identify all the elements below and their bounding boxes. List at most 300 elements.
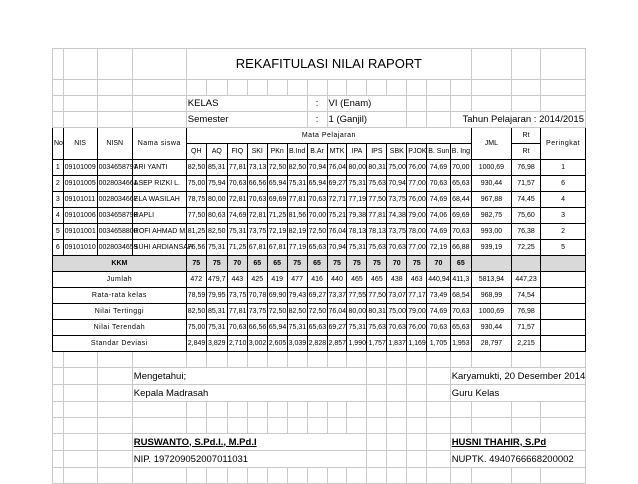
header-mata-pelajaran: Mata Pelajaran	[186, 128, 471, 144]
kkm-value: 75	[287, 256, 307, 272]
student-rt: 75,60	[511, 208, 540, 224]
subject-header: MTK	[327, 144, 347, 160]
empty-cell	[63, 80, 97, 96]
student-score: 73,75	[247, 224, 267, 240]
stat-value: 472	[186, 272, 206, 288]
header-nama: Nama siswa	[132, 128, 186, 160]
empty-cell	[307, 418, 327, 434]
empty-cell	[427, 434, 450, 451]
empty-cell	[247, 402, 267, 418]
empty-cell	[267, 418, 287, 434]
empty-cell	[367, 80, 387, 96]
empty-cell	[186, 80, 206, 96]
student-score: 77,00	[407, 240, 427, 256]
empty-cell	[132, 49, 186, 80]
empty-cell	[97, 402, 132, 418]
student-no: 4	[53, 208, 64, 224]
empty-cell	[186, 402, 206, 418]
empty-cell	[511, 468, 540, 484]
empty-cell	[367, 352, 387, 368]
kkm-value: 70	[387, 256, 407, 272]
empty-cell	[541, 402, 586, 418]
student-score: 78,75	[186, 192, 206, 208]
stat-value: 65,94	[267, 320, 287, 336]
student-score: 77,50	[367, 192, 387, 208]
student-no: 3	[53, 192, 64, 208]
empty-cell	[407, 451, 427, 468]
student-score: 65,94	[267, 176, 287, 192]
student-score: 75,31	[287, 176, 307, 192]
subject-header: B. Ing	[450, 144, 471, 160]
student-row	[53, 240, 586, 256]
stat-empty	[541, 320, 586, 336]
student-score: 82,19	[287, 224, 307, 240]
stat-value: 75,63	[367, 320, 387, 336]
empty-cell	[247, 418, 267, 434]
empty-cell	[407, 402, 427, 418]
student-jml: 939,19	[471, 240, 511, 256]
stat-value: 77,17	[407, 288, 427, 304]
stat-empty	[541, 304, 586, 320]
empty-cell	[327, 418, 347, 434]
student-rank: 2	[541, 224, 586, 240]
kelas-colon: :	[307, 96, 327, 112]
student-name: RAPLI	[132, 208, 186, 224]
stat-value: 75,00	[186, 320, 206, 336]
student-score: 77,19	[287, 240, 307, 256]
stat-value: 77,55	[347, 288, 367, 304]
stat-rt: 71,57	[511, 320, 540, 336]
kkm-value: 65	[247, 256, 267, 272]
stat-value: 79,00	[407, 304, 427, 320]
stat-jml: 968,99	[471, 288, 511, 304]
kkm-value: 70	[427, 256, 450, 272]
empty-cell	[97, 418, 132, 434]
empty-cell	[97, 80, 132, 96]
stat-value: 75,31	[347, 320, 367, 336]
stat-value: 82,50	[186, 304, 206, 320]
student-jml: 967,88	[471, 192, 511, 208]
empty-cell	[407, 418, 427, 434]
stat-value: 419	[267, 272, 287, 288]
subject-header: B.Ar	[307, 144, 327, 160]
student-score: 80,00	[347, 160, 367, 176]
empty-cell	[206, 80, 227, 96]
stat-label: Jumlah	[53, 272, 187, 288]
guru-nuptk: NUPTK. 4940766668200002	[450, 451, 585, 468]
stat-empty	[541, 336, 586, 352]
student-nisn: 0034658800	[97, 224, 132, 240]
empty-cell	[97, 49, 132, 80]
empty-cell	[367, 434, 387, 451]
stat-value: 465	[367, 272, 387, 288]
student-rank: 4	[541, 192, 586, 208]
stat-value: 416	[307, 272, 327, 288]
empty-cell	[186, 418, 206, 434]
empty-cell	[227, 80, 247, 96]
student-score: 75,00	[387, 160, 407, 176]
student-score: 76,04	[327, 160, 347, 176]
empty-cell	[541, 352, 586, 368]
empty-cell	[367, 468, 387, 484]
stat-value: 465	[347, 272, 367, 288]
empty-cell	[97, 451, 132, 468]
recap-table	[52, 48, 586, 484]
stat-value: 73,75	[227, 288, 247, 304]
empty-cell	[247, 352, 267, 368]
empty-cell	[227, 352, 247, 368]
stat-label: Rata-rata kelas	[53, 288, 187, 304]
stat-value: 77,81	[227, 304, 247, 320]
semester-label: Semester	[186, 112, 307, 128]
empty-cell	[387, 352, 407, 368]
empty-cell	[97, 468, 132, 484]
stat-label: Nilai Tertinggi	[53, 304, 187, 320]
student-score: 72,19	[427, 240, 450, 256]
empty-cell	[541, 80, 586, 96]
stat-value: 79,43	[287, 288, 307, 304]
student-name: ARI YANTI	[132, 160, 186, 176]
stat-label: Standar Deviasi	[53, 336, 187, 352]
empty-cell	[427, 80, 450, 96]
empty-cell	[53, 418, 64, 434]
student-rank: 5	[541, 240, 586, 256]
stat-value: 2,857	[327, 336, 347, 352]
empty-cell	[387, 368, 407, 385]
stat-value: 72,50	[307, 304, 327, 320]
student-rank: 6	[541, 176, 586, 192]
empty-cell	[427, 468, 450, 484]
kepala-nip: NIP. 197209052007011031	[132, 451, 367, 468]
student-score: 75,94	[206, 176, 227, 192]
stat-value: 70,63	[227, 320, 247, 336]
student-row	[53, 224, 586, 240]
stat-value: 73,07	[387, 288, 407, 304]
empty-cell	[132, 112, 186, 128]
empty-cell	[471, 402, 511, 418]
subject-header: AQ	[206, 144, 227, 160]
empty-cell	[387, 468, 407, 484]
empty-cell	[427, 402, 450, 418]
stat-rt: 447,23	[511, 272, 540, 288]
kkm-value: 75	[327, 256, 347, 272]
empty-cell	[327, 80, 347, 96]
empty-cell	[206, 418, 227, 434]
stat-jml: 930,44	[471, 320, 511, 336]
empty-cell	[53, 402, 64, 418]
stat-value: 438	[387, 272, 407, 288]
stat-value: 1,705	[427, 336, 450, 352]
empty-cell	[97, 434, 132, 451]
student-score: 72,50	[267, 160, 287, 176]
stat-value: 70,63	[427, 320, 450, 336]
student-score: 82,50	[186, 160, 206, 176]
empty-cell	[227, 468, 247, 484]
empty-cell	[247, 80, 267, 96]
student-score: 77,19	[347, 192, 367, 208]
kkm-value: 70	[227, 256, 247, 272]
student-score: 81,25	[186, 224, 206, 240]
student-nisn: 0034658797	[97, 160, 132, 176]
stat-value: 3,039	[287, 336, 307, 352]
empty-cell	[63, 418, 97, 434]
student-name: ELA WASILAH	[132, 192, 186, 208]
stat-jml: 5813,94	[471, 272, 511, 288]
student-score: 70,63	[427, 176, 450, 192]
kkm-empty	[541, 256, 586, 272]
stat-value: 85,31	[206, 304, 227, 320]
stat-value: 69,27	[327, 320, 347, 336]
subject-header: PKn	[267, 144, 287, 160]
guru-kelas-label: Guru Kelas	[450, 385, 585, 402]
student-score: 74,69	[427, 224, 450, 240]
stat-row	[53, 336, 586, 352]
stat-empty	[541, 272, 586, 288]
stat-value: 75,31	[206, 320, 227, 336]
empty-cell	[132, 352, 186, 368]
stat-value: 73,75	[247, 304, 267, 320]
student-score: 75,63	[367, 240, 387, 256]
stat-value: 82,50	[287, 304, 307, 320]
stat-value: 3,002	[247, 336, 267, 352]
student-score: 78,13	[367, 224, 387, 240]
student-nis: 09101005	[63, 176, 97, 192]
empty-cell	[206, 468, 227, 484]
empty-cell	[471, 418, 511, 434]
stat-value: 68,54	[450, 288, 471, 304]
student-no: 5	[53, 224, 64, 240]
student-rank: 1	[541, 160, 586, 176]
mengetahui-label: Mengetahui;	[132, 368, 367, 385]
empty-cell	[387, 451, 407, 468]
empty-cell	[267, 352, 287, 368]
student-no: 2	[53, 176, 64, 192]
empty-cell	[427, 352, 450, 368]
empty-cell	[427, 418, 450, 434]
empty-cell	[541, 418, 586, 434]
student-rank: 3	[541, 208, 586, 224]
empty-cell	[407, 112, 427, 128]
kkm-value: 75	[186, 256, 206, 272]
empty-cell	[327, 402, 347, 418]
student-nisn: 0028034661	[97, 176, 132, 192]
student-score: 78,13	[347, 224, 367, 240]
student-score: 70,00	[450, 160, 471, 176]
kkm-value: 65	[267, 256, 287, 272]
empty-cell	[287, 352, 307, 368]
empty-cell	[53, 385, 64, 402]
student-score: 75,63	[367, 176, 387, 192]
subject-header: QH	[186, 144, 206, 160]
empty-cell	[287, 402, 307, 418]
kkm-empty	[471, 256, 511, 272]
kkm-value: 65	[450, 256, 471, 272]
student-nis: 09101006	[63, 208, 97, 224]
header-peringkat: Peringkat	[541, 128, 586, 160]
empty-cell	[307, 352, 327, 368]
stat-value: 79,95	[206, 288, 227, 304]
empty-cell	[63, 468, 97, 484]
empty-cell	[132, 96, 186, 112]
empty-cell	[347, 402, 367, 418]
student-score: 74,69	[227, 208, 247, 224]
stat-value: 74,69	[427, 304, 450, 320]
stat-row	[53, 304, 586, 320]
stat-value: 477	[287, 272, 307, 288]
stat-value: 66,56	[247, 320, 267, 336]
subject-header: SBK	[387, 144, 407, 160]
kkm-value: 65	[307, 256, 327, 272]
empty-cell	[132, 468, 186, 484]
student-score: 71,25	[227, 240, 247, 256]
place-date: Karyamukti, 20 Desember 2014	[450, 368, 585, 385]
empty-cell	[132, 418, 186, 434]
empty-cell	[97, 112, 132, 128]
stat-value: 76,04	[327, 304, 347, 320]
kelas-value: VI (Enam)	[327, 96, 407, 112]
subject-header: IPA	[347, 144, 367, 160]
empty-cell	[307, 402, 327, 418]
empty-cell	[287, 80, 307, 96]
stat-empty	[541, 288, 586, 304]
student-no: 1	[53, 160, 64, 176]
student-score: 74,69	[427, 160, 450, 176]
student-rt: 74,45	[511, 192, 540, 208]
student-score: 79,38	[347, 208, 367, 224]
student-score: 67,81	[267, 240, 287, 256]
student-score: 74,06	[427, 208, 450, 224]
stat-value: 463	[407, 272, 427, 288]
stat-row	[53, 288, 586, 304]
student-score: 77,81	[367, 208, 387, 224]
student-nisn: 0028034659	[97, 240, 132, 256]
student-rt: 76,98	[511, 160, 540, 176]
stat-value: 2,828	[307, 336, 327, 352]
empty-cell	[427, 368, 450, 385]
student-score: 73,13	[247, 160, 267, 176]
kelas-label: KELAS	[186, 96, 307, 112]
subject-header: B.Ind	[287, 144, 307, 160]
student-rt: 76,38	[511, 224, 540, 240]
student-score: 75,21	[327, 208, 347, 224]
student-score: 70,00	[307, 208, 327, 224]
student-jml: 1000,69	[471, 160, 511, 176]
empty-cell	[471, 80, 511, 96]
stat-value: 80,31	[367, 304, 387, 320]
student-score: 81,56	[287, 208, 307, 224]
empty-cell	[53, 451, 64, 468]
stat-rt: 2,215	[511, 336, 540, 352]
empty-cell	[227, 418, 247, 434]
stat-value: 440	[327, 272, 347, 288]
empty-cell	[327, 468, 347, 484]
student-jml: 982,75	[471, 208, 511, 224]
empty-cell	[367, 402, 387, 418]
empty-cell	[63, 368, 97, 385]
empty-cell	[227, 402, 247, 418]
empty-cell	[407, 96, 427, 112]
student-score: 72,19	[267, 224, 287, 240]
empty-cell	[307, 468, 327, 484]
empty-cell	[450, 468, 471, 484]
stat-value: 1,169	[407, 336, 427, 352]
empty-cell	[206, 402, 227, 418]
empty-cell	[471, 468, 511, 484]
empty-cell	[407, 352, 427, 368]
empty-cell	[511, 80, 540, 96]
student-score: 77,50	[186, 208, 206, 224]
stat-value: 425	[247, 272, 267, 288]
student-score: 70,94	[327, 240, 347, 256]
stat-jml: 1000,69	[471, 304, 511, 320]
empty-cell	[53, 352, 64, 368]
header-no: No	[53, 128, 64, 160]
empty-cell	[63, 49, 97, 80]
student-jml: 993,00	[471, 224, 511, 240]
empty-cell	[367, 385, 387, 402]
student-score: 69,69	[450, 208, 471, 224]
empty-cell	[367, 368, 387, 385]
empty-cell	[427, 96, 450, 112]
stat-rt: 74,54	[511, 288, 540, 304]
student-nis: 09101010	[63, 240, 97, 256]
header-nis: NIS	[63, 128, 97, 160]
empty-cell	[471, 96, 511, 112]
header-nisn: NISN	[97, 128, 132, 160]
empty-cell	[186, 352, 206, 368]
student-score: 67,81	[247, 240, 267, 256]
stat-value: 2,710	[227, 336, 247, 352]
stat-value: 75,00	[387, 304, 407, 320]
kkm-value: 75	[206, 256, 227, 272]
student-score: 65,63	[450, 176, 471, 192]
stat-value: 2,605	[267, 336, 287, 352]
empty-cell	[307, 80, 327, 96]
student-score: 70,63	[307, 192, 327, 208]
student-score: 80,31	[367, 160, 387, 176]
student-score: 74,69	[427, 192, 450, 208]
empty-cell	[367, 451, 387, 468]
student-score: 77,81	[287, 192, 307, 208]
empty-cell	[347, 468, 367, 484]
empty-cell	[186, 468, 206, 484]
empty-cell	[387, 385, 407, 402]
empty-cell	[387, 418, 407, 434]
empty-cell	[97, 352, 132, 368]
student-score: 76,00	[407, 192, 427, 208]
student-rt: 72,25	[511, 240, 540, 256]
stat-value: 65,63	[450, 320, 471, 336]
stat-value: 70,63	[450, 304, 471, 320]
stat-row	[53, 272, 586, 288]
student-score: 73,75	[387, 192, 407, 208]
empty-cell	[511, 49, 540, 80]
header-rt-bottom: Rt	[511, 144, 540, 160]
student-score: 85,31	[206, 160, 227, 176]
empty-cell	[511, 418, 540, 434]
stat-value: 443	[227, 272, 247, 288]
student-row	[53, 208, 586, 224]
empty-cell	[450, 402, 471, 418]
empty-cell	[267, 402, 287, 418]
empty-cell	[407, 434, 427, 451]
stat-value: 3,829	[206, 336, 227, 352]
empty-cell	[97, 96, 132, 112]
stat-value: 411,3	[450, 272, 471, 288]
student-score: 75,31	[347, 176, 367, 192]
stat-value: 479,7	[206, 272, 227, 288]
student-row	[53, 160, 586, 176]
